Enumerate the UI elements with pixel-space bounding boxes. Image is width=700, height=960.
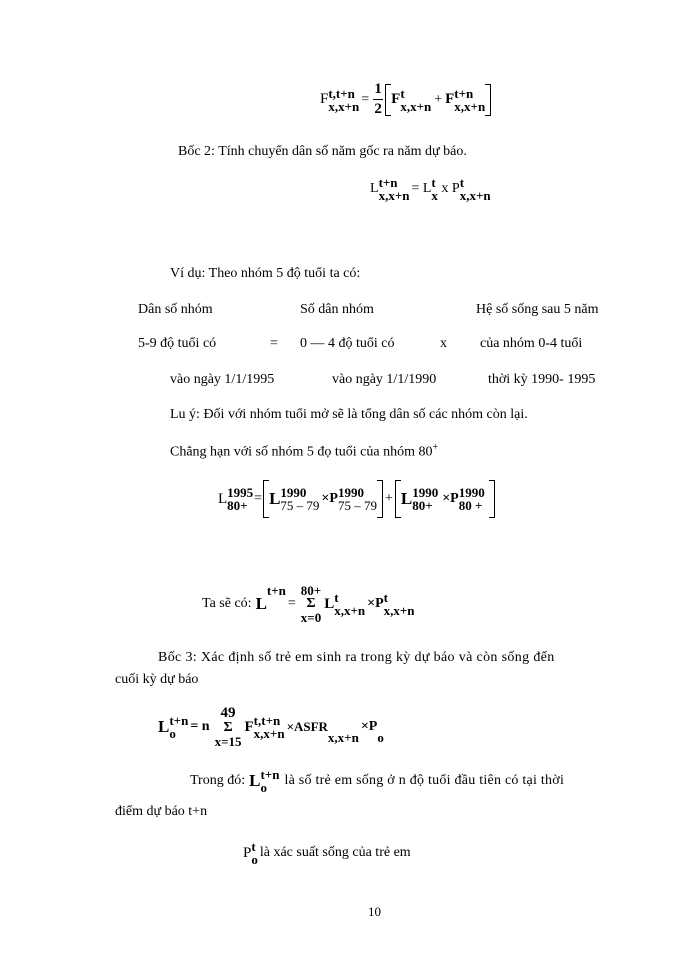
formula-total-population bbox=[202, 584, 415, 624]
superscript: + bbox=[432, 442, 439, 453]
superscript: 1990 bbox=[280, 485, 307, 500]
definition-text: là số trẻ em sống ở n độ tuổi đầu tiên có tại thời bbox=[284, 773, 565, 788]
superscript: t+n bbox=[378, 175, 398, 190]
plus-sign: + bbox=[434, 91, 443, 107]
subscript: x,x+n bbox=[454, 98, 486, 114]
example-col1-row2: 5-9 độ tuổi có bbox=[138, 336, 217, 351]
superscript: t,t+n bbox=[253, 713, 281, 728]
example-times: x bbox=[440, 336, 447, 351]
formula-operator: ×ASFR bbox=[286, 719, 328, 734]
definition-text: là xác suất sống của trẻ em bbox=[259, 845, 411, 860]
summation-symbol bbox=[215, 706, 242, 748]
definition-line-1 bbox=[190, 768, 564, 794]
summation-upper: 49 bbox=[220, 705, 236, 721]
superscript: t+n bbox=[454, 85, 474, 101]
equals-sign: = bbox=[287, 596, 296, 611]
note-text-2: Chẳng hạn với số nhóm 5 đọ tuổi của nhóm 80+ bbox=[170, 442, 439, 460]
subscript: x,x+n bbox=[334, 603, 366, 618]
formula-symbol: L bbox=[400, 489, 413, 508]
example-col2-row2: 0 — 4 độ tuổi có bbox=[300, 336, 395, 351]
subscript: x,x+n bbox=[400, 98, 432, 114]
formula-open-age-group bbox=[218, 480, 495, 518]
formula-operator: ×P bbox=[360, 719, 378, 734]
subscript: x bbox=[431, 188, 438, 203]
equals-sign: = bbox=[254, 491, 263, 506]
subscript: 75 – 79 bbox=[280, 498, 320, 513]
superscript: 1995 bbox=[227, 485, 254, 500]
superscript: t+n bbox=[169, 713, 189, 728]
superscript: t bbox=[459, 175, 465, 190]
subscript: o bbox=[377, 730, 384, 745]
formula-l-projection bbox=[370, 176, 491, 202]
formula-operator: = L bbox=[411, 181, 432, 196]
summation-lower: x=0 bbox=[300, 610, 322, 625]
formula-symbol: L bbox=[249, 771, 261, 790]
formula-newborns bbox=[158, 706, 384, 748]
subscript: x,x+n bbox=[378, 188, 410, 203]
formula-symbol: L bbox=[218, 490, 228, 507]
subscript: x,x+n bbox=[328, 98, 360, 114]
formula-operator: x P bbox=[437, 181, 460, 196]
right-bracket bbox=[485, 84, 491, 116]
superscript: t,t+n bbox=[328, 85, 355, 101]
definition-prefix: Trong đó: bbox=[190, 773, 246, 788]
formula-symbol: L bbox=[324, 595, 335, 612]
definition-line-2: điểm dự báo t+n bbox=[115, 804, 208, 819]
example-col2-row1: Số dân nhóm bbox=[300, 302, 374, 317]
fraction-half bbox=[373, 82, 383, 117]
formula-symbol: L bbox=[255, 594, 267, 613]
example-intro: Ví dụ: Theo nhóm 5 độ tuổi ta có: bbox=[170, 266, 361, 281]
formula-f-average bbox=[320, 82, 491, 117]
subscript: 80+ bbox=[412, 498, 433, 513]
fraction-denominator: 2 bbox=[374, 101, 382, 117]
subscript: x,x+n bbox=[327, 730, 359, 745]
formula-symbol: F bbox=[391, 91, 401, 107]
fraction-numerator: 1 bbox=[374, 81, 382, 97]
example-col2-row3: vào ngày 1/1/1990 bbox=[332, 372, 437, 387]
example-equals: = bbox=[270, 336, 278, 351]
formula-symbol: L bbox=[158, 717, 170, 736]
superscript: 1990 bbox=[412, 485, 439, 500]
superscript: t bbox=[383, 590, 388, 605]
summation-upper: 80+ bbox=[300, 583, 322, 598]
equals-sign: = bbox=[361, 91, 370, 107]
step-2-text: Bốc 2: Tính chuyển dân số năm gốc ra năm dự báo. bbox=[178, 144, 467, 159]
sigma-glyph: Σ bbox=[306, 596, 316, 611]
right-bracket bbox=[377, 480, 383, 518]
sigma-glyph: Σ bbox=[223, 720, 233, 735]
superscript: t+n bbox=[266, 583, 286, 598]
superscript: 1990 bbox=[337, 485, 364, 500]
example-col1-row3: vào ngày 1/1/1995 bbox=[170, 372, 275, 387]
superscript: t bbox=[431, 175, 436, 190]
subscript: 80 + bbox=[458, 498, 483, 513]
example-col3-row3: thời kỳ 1990- 1995 bbox=[488, 372, 596, 387]
page-number: 10 bbox=[368, 904, 381, 919]
plus-sign: + bbox=[384, 491, 393, 506]
formula-symbol: F bbox=[244, 718, 254, 735]
subscript: x,x+n bbox=[459, 188, 491, 203]
subscript: o bbox=[169, 726, 176, 741]
formula-operator: = n bbox=[190, 719, 210, 734]
superscript: t bbox=[334, 590, 339, 605]
example-col3-row1: Hệ số sống sau 5 năm bbox=[476, 302, 599, 317]
formula-operator: ×P bbox=[442, 491, 459, 506]
note-text: Lu ý: Đối với nhóm tuổi mở sẽ là tổng dân số các nhóm còn lại. bbox=[170, 407, 528, 422]
definition-p bbox=[243, 840, 411, 866]
formula-symbol: L bbox=[370, 181, 379, 196]
formula-symbol: P bbox=[243, 844, 252, 861]
step-3-line-1: Bốc 3: Xác định số trẻ em sinh ra trong kỳ dự báo và còn sống đến bbox=[158, 650, 555, 665]
superscript: 1990 bbox=[458, 485, 485, 500]
subscript: x,x+n bbox=[253, 726, 285, 741]
subscript: 80+ bbox=[227, 498, 248, 513]
formula-operator: ×P bbox=[367, 596, 384, 611]
formula-symbol: L bbox=[269, 489, 281, 508]
example-col3-row2: của nhóm 0-4 tuổi bbox=[480, 336, 583, 351]
superscript: t bbox=[400, 85, 405, 101]
superscript: t+n bbox=[260, 767, 280, 782]
step-3-line-2: cuối kỳ dự báo bbox=[115, 672, 199, 687]
formula-symbol: F bbox=[445, 91, 455, 107]
subscript: o bbox=[251, 852, 258, 867]
right-bracket bbox=[489, 480, 495, 518]
subscript: 75 – 79 bbox=[337, 498, 377, 513]
superscript: t bbox=[251, 839, 256, 854]
formula-operator: ×P bbox=[321, 491, 338, 506]
subscript: o bbox=[260, 780, 267, 795]
subscript: x,x+n bbox=[383, 603, 415, 618]
example-col1-row1: Dân số nhóm bbox=[138, 302, 213, 317]
summation-lower: x=15 bbox=[214, 734, 242, 749]
formula-symbol: F bbox=[320, 91, 329, 107]
summation-symbol bbox=[301, 584, 321, 624]
formula-prefix: Ta sẽ có: bbox=[202, 596, 252, 611]
